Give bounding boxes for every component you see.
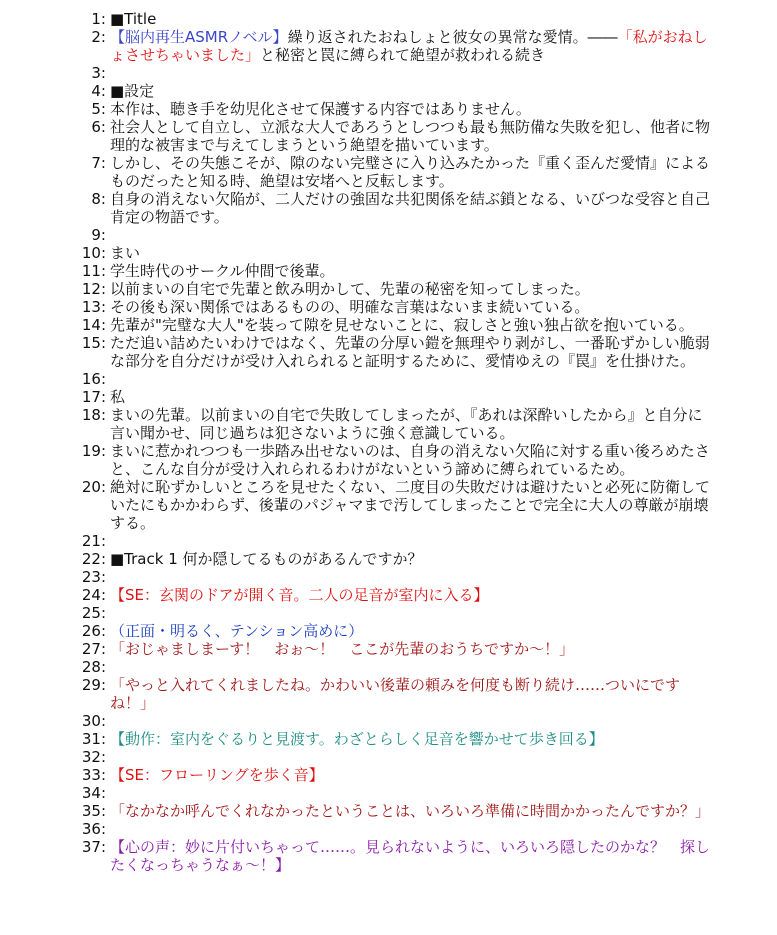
text-segment: 「やっと入れてくれましたね。かわいい後輩の頼みを何度も断り続け……ついにですね！」 — [110, 676, 681, 712]
line-text — [110, 262, 710, 280]
line-text — [110, 28, 710, 64]
line-number: 8: — [91, 190, 106, 208]
document-line — [0, 244, 777, 262]
line-number: 9: — [91, 226, 106, 244]
line-text — [110, 190, 710, 226]
text-segment: 【動作：室内をぐるりと見渡す。わざとらしく足音を響かせて歩き回る】 — [110, 730, 604, 748]
line-number: 24: — [81, 586, 106, 604]
line-number: 6: — [91, 118, 106, 136]
text-segment: その後も深い関係ではあるものの、明確な言葉はないまま続いている。 — [110, 298, 590, 316]
line-text — [110, 550, 710, 568]
document-line — [0, 370, 777, 388]
line-number: 37: — [81, 838, 106, 856]
line-number: 19: — [81, 442, 106, 460]
text-segment: まい — [110, 244, 141, 262]
line-text — [110, 640, 710, 658]
line-text — [110, 388, 710, 406]
document-line — [0, 406, 777, 442]
document-line — [0, 676, 777, 712]
line-number: 23: — [81, 568, 106, 586]
document-line — [0, 568, 777, 586]
text-segment: と秘密と罠に縛られて絶望が救われる続き — [260, 46, 546, 64]
line-text — [110, 622, 710, 640]
text-segment: 繰り返されたおねしょと彼女の異常な愛情。―― — [287, 28, 618, 46]
line-number: 7: — [91, 154, 106, 172]
line-number: 2: — [91, 28, 106, 46]
text-segment: 【心の声：妙に片付いちゃって……。見られないように、いろいろ隠したのかな？ 探したくなっちゃうなぁ～！】 — [110, 838, 711, 874]
line-text — [110, 298, 710, 316]
text-segment: 「私がおねしょさせちゃいました」 — [110, 28, 708, 64]
text-segment: 先輩が"完璧な大人"を装って隙を見せないことに、寂しさと強い独占欲を抱いている。 — [110, 316, 694, 334]
document-line — [0, 712, 777, 730]
document-line — [0, 748, 777, 766]
text-segment: 【SE：フローリングを歩く音】 — [110, 766, 324, 784]
document-line — [0, 658, 777, 676]
line-number: 20: — [81, 478, 106, 496]
line-text — [110, 118, 710, 154]
line-text — [110, 676, 710, 712]
line-number: 1: — [91, 10, 106, 28]
document-line — [0, 118, 777, 154]
line-number: 29: — [81, 676, 106, 694]
line-number: 17: — [81, 388, 106, 406]
document-line — [0, 820, 777, 838]
document-line — [0, 154, 777, 190]
document-line — [0, 640, 777, 658]
document-line — [0, 226, 777, 244]
line-number: 3: — [91, 64, 106, 82]
text-segment: 学生時代のサークル仲間で後輩。 — [110, 262, 335, 280]
line-number: 18: — [81, 406, 106, 424]
document-line — [0, 766, 777, 784]
line-number: 10: — [81, 244, 106, 262]
document-line — [0, 298, 777, 316]
line-text — [110, 280, 710, 298]
document-line — [0, 442, 777, 478]
line-text — [110, 838, 710, 874]
text-segment: 社会人として自立し、立派な大人であろうとしつつも最も無防備な失敗を犯し、他者に物理的な被害まで与えてしまうという絶望を描いています。 — [110, 118, 711, 154]
text-segment: 【SE：玄関のドアが開く音。二人の足音が室内に入る】 — [110, 586, 489, 604]
text-segment: ■Title — [110, 10, 157, 28]
document-line — [0, 82, 777, 100]
line-text — [110, 316, 710, 334]
line-number: 31: — [81, 730, 106, 748]
text-segment: ■設定 — [110, 82, 155, 100]
document-line — [0, 784, 777, 802]
line-number: 33: — [81, 766, 106, 784]
line-text — [110, 100, 710, 118]
document-line — [0, 838, 777, 874]
document-line — [0, 316, 777, 334]
text-segment: まいに惹かれつつも一歩踏み出せないのは、自身の消えない欠陥に対する重い後ろめたさと、こんな自分が受け入れられるわけがないという諦めに縛られているため。 — [110, 442, 710, 478]
line-text — [110, 154, 710, 190]
line-number: 21: — [81, 532, 106, 550]
line-number: 36: — [81, 820, 106, 838]
document-line — [0, 100, 777, 118]
document-line — [0, 388, 777, 406]
line-number: 11: — [81, 262, 106, 280]
document-line — [0, 622, 777, 640]
document-line — [0, 334, 777, 370]
line-number: 12: — [81, 280, 106, 298]
line-number: 27: — [81, 640, 106, 658]
text-segment: しかし、その失態こそが、隙のない完璧さに入り込みたかった『重く歪んだ愛情』によるものだったと知る時、絶望は安堵へと反転します。 — [110, 154, 711, 190]
line-number: 30: — [81, 712, 106, 730]
line-text — [110, 586, 710, 604]
document-line — [0, 802, 777, 820]
text-segment: 【脳内再生ASMRノベル】 — [110, 28, 288, 46]
line-text — [110, 478, 710, 532]
text-segment: まいの先輩。以前まいの自宅で失敗してしまったが、『あれは深酔いしたから』と自分に言い聞かせ、同じ過ちは犯さないように強く意識している。 — [110, 406, 703, 442]
document-line — [0, 190, 777, 226]
line-text — [110, 10, 710, 28]
line-text — [110, 730, 710, 748]
line-number: 34: — [81, 784, 106, 802]
line-text — [110, 244, 710, 262]
document-line — [0, 10, 777, 28]
text-segment: 以前まいの自宅で先輩と飲み明かして、先輩の秘密を知ってしまった。 — [110, 280, 590, 298]
line-number: 13: — [81, 298, 106, 316]
text-segment: ■Track 1 何か隠してるものがあるんですか？ — [110, 550, 423, 568]
line-text — [110, 406, 710, 442]
line-text — [110, 82, 710, 100]
text-segment: 「おじゃましまーす！ おぉ～！ ここが先輩のおうちですか～！」 — [110, 640, 575, 658]
text-segment: 「なかなか呼んでくれなかったということは、いろいろ準備に時間かかったんですか？」 — [110, 802, 711, 820]
text-segment: 自身の消えない欠陥が、二人だけの強固な共犯関係を結ぶ鎖となる、いびつな受容と自己肯定の物語です。 — [110, 190, 711, 226]
document-line — [0, 532, 777, 550]
line-number: 14: — [81, 316, 106, 334]
text-segment: （正面・明るく、テンション高めに） — [110, 622, 364, 640]
document-line — [0, 586, 777, 604]
text-segment: 絶対に恥ずかしいところを見せたくない、二度目の失敗だけは避けたいと必死に防衛していたにもかかわらず、後輩のパジャマまで汚してしまったことで完全に大人の尊厳が崩壊する。 — [110, 478, 711, 532]
line-text — [110, 442, 710, 478]
line-text — [110, 766, 710, 784]
document-line — [0, 550, 777, 568]
text-segment: 私 — [110, 388, 126, 406]
line-number: 25: — [81, 604, 106, 622]
line-number: 32: — [81, 748, 106, 766]
line-text — [110, 802, 710, 820]
document-line — [0, 64, 777, 82]
line-number: 15: — [81, 334, 106, 352]
line-text — [110, 334, 710, 370]
document-line — [0, 280, 777, 298]
text-segment: 本作は、聴き手を幼児化させて保護する内容ではありません。 — [110, 100, 531, 118]
line-number: 16: — [81, 370, 106, 388]
line-number: 26: — [81, 622, 106, 640]
document-line — [0, 730, 777, 748]
document-line — [0, 28, 777, 64]
line-number: 4: — [91, 82, 106, 100]
text-segment: ただ追い詰めたいわけではなく、先輩の分厚い鎧を無理やり剥がし、一番恥ずかしい脆弱な部分を自分だけが受け入れられると証明するために、愛情ゆえの『罠』を仕掛けた。 — [110, 334, 710, 370]
line-number: 35: — [81, 802, 106, 820]
document-line — [0, 262, 777, 280]
document-line — [0, 604, 777, 622]
document-line — [0, 478, 777, 532]
line-number: 5: — [91, 100, 106, 118]
line-number: 22: — [81, 550, 106, 568]
line-number: 28: — [81, 658, 106, 676]
